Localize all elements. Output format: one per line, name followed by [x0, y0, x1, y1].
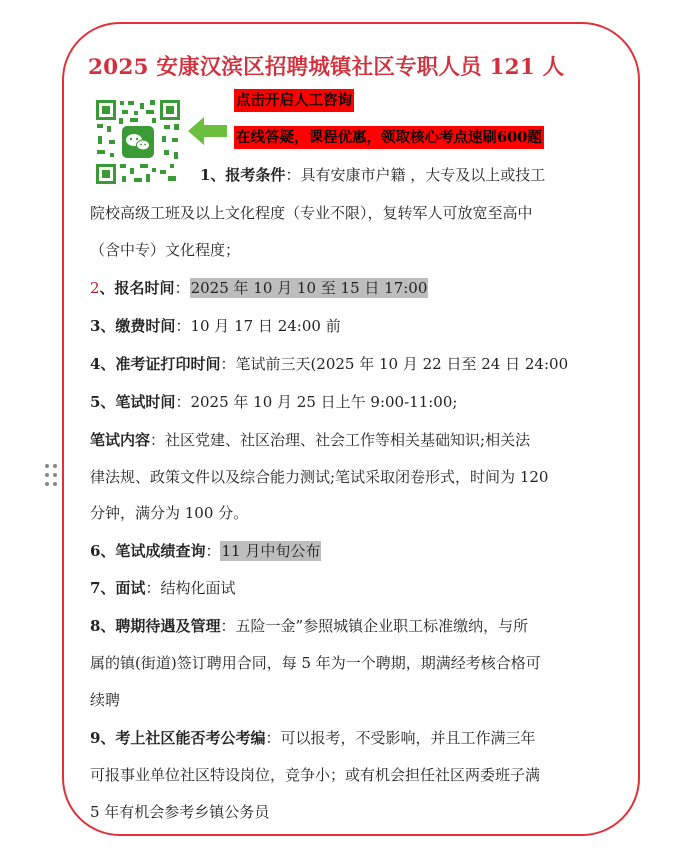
section-2-line: 2、报名时间：2025 年 10 月 10 至 15 日 17:00 [90, 279, 428, 297]
section-3-line: 3、缴费时间：10 月 17 日 24:00 前 [90, 317, 341, 335]
section-7-line: 7、面试：结构化面试 [90, 579, 236, 597]
section-1-line-3: （含中专）文化程度； [90, 241, 241, 259]
promo-banner[interactable]: 在线答疑，课程优惠，领取核心考点速刷600题 [234, 126, 544, 149]
page-title: 2025 安康汉滨区招聘城镇社区专职人员 121 人 [88, 55, 565, 80]
section-1-line-2: 院校高级工班及以上文化程度（专业不限），复转军人可放宽至高中 [90, 204, 533, 222]
exam-content-line-2: 律法规、政策文件以及综合能力测试;笔试采取闭卷形式，时间为 120 [90, 468, 549, 486]
arrow-left-icon [188, 116, 228, 146]
registration-time-highlight: 2025 年 10 月 10 至 15 日 17:00 [190, 279, 428, 297]
drag-handle-icon[interactable] [44, 462, 58, 490]
section-9-line-1: 9、考上社区能否考公考编：可以报考，不受影响，并且工作满三年 [90, 729, 536, 747]
section-1-line-1: 1、报考条件：具有安康市户籍 ，大专及以上或技工 [200, 166, 546, 184]
exam-content-line-1: 笔试内容：社区党建、社区治理、社会工作等相关基础知识;相关法 [90, 431, 531, 449]
section-9-line-2: 可报事业单位社区特设岗位，竞争小；或有机会担任社区两委班子满 [90, 766, 541, 784]
section-5-line: 5、笔试时间：2025 年 10 月 25 日上午 9:00-11:00; [90, 393, 458, 411]
section-6-line: 6、笔试成绩查询：11 月中旬公布 [90, 542, 321, 560]
consult-banner[interactable]: 点击开启人工咨询 [234, 89, 354, 112]
exam-content-line-3: 分钟，满分为 100 分。 [90, 504, 249, 522]
wechat-qr-code-icon[interactable] [94, 98, 182, 186]
section-8-line-3: 续聘 [90, 691, 121, 709]
section-8-line-2: 属的镇(街道)签订聘用合同，每 5 年为一个聘期，期满经考核合格可 [90, 654, 541, 672]
section-9-line-3: 5 年有机会参考乡镇公务员 [90, 803, 270, 821]
section-4-line: 4、准考证打印时间：笔试前三天(2025 年 10 月 22 日至 24 日 24:00 [90, 355, 569, 373]
score-query-highlight: 11 月中旬公布 [221, 542, 321, 560]
section-8-line-1: 8、聘期待遇及管理：五险一金”参照城镇企业职工标准缴纳，与所 [90, 617, 529, 635]
